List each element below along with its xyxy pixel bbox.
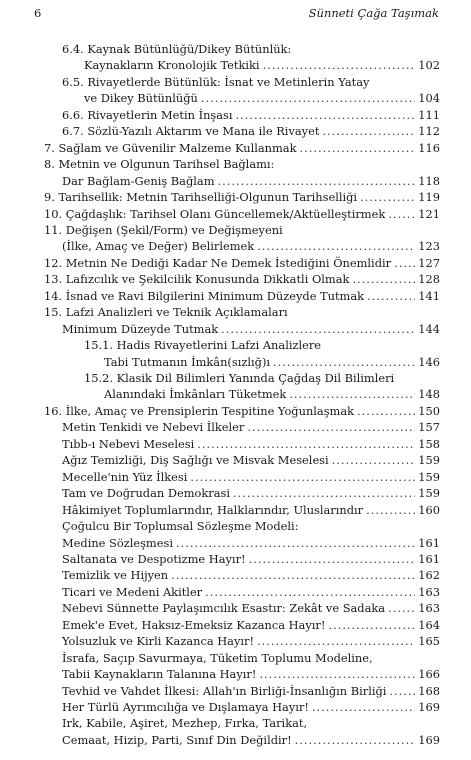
- dot-leader: [367, 289, 415, 304]
- toc-entry: [62, 552, 440, 567]
- toc-entry-page: 161: [418, 551, 440, 566]
- toc-entry-page: 159: [418, 486, 440, 501]
- toc-entry-page: 121: [418, 206, 440, 221]
- toc-entry-title: Nebevi Sünnette Paylaşımcılık Esastır: Zekât ve Sadaka: [62, 601, 386, 616]
- toc-entry-page: 150: [418, 403, 440, 418]
- dot-leader: [289, 387, 415, 402]
- dot-leader: [389, 684, 415, 699]
- toc-entry-title: 6.6. Rivayetlerin Metin İnşası: [62, 107, 233, 122]
- dot-leader: [249, 552, 416, 567]
- toc-entry-title: Irk, Kabile, Aşiret, Mezhep, Fırka, Tarikat,: [62, 716, 308, 731]
- toc-entry-title: Mecelle'nin Yüz İlkesi: [62, 469, 188, 484]
- toc-entry: [62, 453, 440, 468]
- toc-entry-page: 165: [418, 634, 440, 649]
- toc-entry: [44, 223, 440, 238]
- dot-leader: [257, 239, 415, 254]
- toc-entry-page: 159: [418, 453, 440, 468]
- toc-entry-title: Alanındaki İmkânları Tüketmek: [104, 387, 287, 402]
- toc-entry-title: Tabii Kaynakların Talanına Hayır!: [62, 667, 257, 682]
- dot-leader: [236, 108, 416, 123]
- toc-entry: [62, 486, 440, 501]
- toc-entry: [62, 651, 440, 666]
- dot-leader: [190, 470, 415, 485]
- dot-leader: [233, 486, 415, 501]
- dot-leader: [273, 355, 415, 370]
- toc-entry-page: 160: [418, 502, 440, 517]
- toc-entry-page: 111: [418, 107, 440, 122]
- toc-entry-page: 169: [418, 732, 440, 747]
- toc-entry-title: İsrafa, Saçıp Savurmaya, Tüketim Toplumu Modeline,: [62, 650, 373, 665]
- toc-entry-title: Cemaat, Hizip, Parti, Sınıf Din Değildir!: [62, 732, 292, 747]
- toc-entry: [62, 716, 440, 731]
- toc-entry: [62, 437, 440, 452]
- toc-entry: [44, 190, 440, 205]
- toc-entry-title: Ticari ve Medeni Akitler: [62, 584, 203, 599]
- toc-entry-title: Metin Tenkidi ve Nebevi İlkeler: [62, 420, 245, 435]
- toc-entry-title: 7. Sağlam ve Güvenilir Malzeme Kullanmak: [44, 140, 297, 155]
- toc-entry: [62, 585, 440, 600]
- toc-entry-title: Dar Bağlam-Geniş Bağlam: [62, 173, 215, 188]
- toc-entry: [62, 536, 440, 551]
- toc-entry: [62, 684, 440, 699]
- toc-entry-title: Saltanata ve Despotizme Hayır!: [62, 551, 246, 566]
- dot-leader: [197, 437, 415, 452]
- toc-entry-title: 11. Değişen (Şekil/Form) ve Değişmeyeni: [44, 222, 283, 237]
- toc-entry-page: 158: [418, 436, 440, 451]
- toc-entry: [62, 322, 440, 337]
- toc-entry-title: Tevhid ve Vahdet İlkesi: Allah'ın Birliği-İnsanlığın Birliği: [62, 683, 387, 698]
- toc-entry: [44, 157, 440, 172]
- toc-entry-page: 102: [418, 58, 440, 73]
- dot-leader: [205, 585, 415, 600]
- toc-entry-page: 123: [418, 239, 440, 254]
- dot-leader: [299, 141, 415, 156]
- dot-leader: [221, 322, 415, 337]
- toc-entry: [44, 289, 440, 304]
- toc-entry: [44, 272, 440, 287]
- toc-entry-title: Medine Sözleşmesi: [62, 535, 173, 550]
- dot-leader: [352, 272, 415, 287]
- toc-entry: [84, 338, 440, 353]
- toc-entry-title: Çoğulcu Bir Toplumsal Sözleşme Modeli:: [62, 519, 299, 534]
- toc-entry-title: Emek'e Evet, Haksız-Emeksiz Kazanca Hayır!: [62, 617, 326, 632]
- toc-entry-page: 141: [418, 288, 440, 303]
- toc-entry: [44, 207, 440, 222]
- dot-leader: [176, 536, 415, 551]
- toc-entry-page: 118: [418, 173, 440, 188]
- toc-entry-title: 15. Lafzi Analizleri ve Teknik Açıklamaları: [44, 305, 288, 320]
- toc-entry-page: 169: [418, 700, 440, 714]
- toc-entry-title: 9. Tarihsellik: Metnin Tarihselliği-Olgunun Tarihselliği: [44, 190, 358, 205]
- toc-entry: [44, 305, 440, 320]
- toc-entry-title: Tam ve Doğrudan Demokrasi: [62, 486, 230, 501]
- toc-entry-page: 163: [418, 601, 440, 616]
- toc-entry-page: 164: [418, 617, 440, 632]
- toc-entry: [62, 75, 440, 90]
- toc-entry-page: 157: [418, 420, 440, 435]
- toc-entry: [62, 634, 440, 649]
- toc-entry-page: 112: [418, 124, 440, 139]
- toc-entry: [62, 420, 440, 435]
- toc-entry: [62, 174, 440, 189]
- dot-leader: [247, 420, 415, 435]
- toc-entry-page: 128: [418, 272, 440, 287]
- dot-leader: [201, 91, 415, 106]
- running-head: [0, 6, 471, 22]
- dot-leader: [360, 190, 415, 205]
- toc-entry: [84, 58, 440, 73]
- toc-entry-title: 15.2. Klasik Dil Bilimleri Yanında Çağdaş Dil Bilimleri: [84, 371, 395, 385]
- dot-leader: [328, 618, 415, 633]
- page-number: 6: [34, 6, 42, 20]
- toc-entry-title: (İlke, Amaç ve Değer) Belirlemek: [62, 239, 255, 254]
- dot-leader: [388, 601, 415, 616]
- toc-entry-title: 6.4. Kaynak Bütünlüğü/Dikey Bütünlük:: [62, 42, 292, 56]
- toc-entry-title: Hâkimiyet Toplumlarındır, Halklarındır, Uluslarındır: [62, 502, 364, 517]
- toc-entry: [62, 519, 440, 534]
- toc-entry: [62, 733, 440, 748]
- toc-entry: [62, 618, 440, 633]
- toc-entry: [104, 387, 440, 402]
- toc-entry-title: 8. Metnin ve Olgunun Tarihsel Bağlamı:: [44, 157, 275, 172]
- dot-leader: [257, 634, 415, 649]
- toc-entry: [62, 470, 440, 485]
- dot-leader: [263, 58, 416, 73]
- dot-leader: [388, 207, 415, 222]
- dot-leader: [218, 174, 416, 189]
- toc-entry: [62, 108, 440, 123]
- dot-leader: [394, 256, 415, 271]
- toc-entry-title: Her Türlü Ayrımcılığa ve Dışlamaya Hayır!: [62, 700, 309, 714]
- toc-entry: [62, 601, 440, 616]
- toc-entry-title: Tabi Tutmanın İmkân(sızlığ)ı: [104, 354, 271, 369]
- toc-entry-page: 168: [418, 683, 440, 698]
- toc-entry: [44, 141, 440, 156]
- toc-entry: [84, 371, 440, 386]
- toc-entry-title: Tıbb-ı Nebevi Meselesi: [62, 436, 195, 451]
- toc-entry-title: Minimum Düzeyde Tutmak: [62, 321, 219, 336]
- toc-entry-page: 146: [418, 354, 440, 369]
- running-title: Sünneti Çağa Taşımak: [308, 6, 439, 20]
- toc-entry: [44, 256, 440, 271]
- toc-entry-page: 119: [418, 190, 440, 205]
- toc-entry: [62, 568, 440, 583]
- toc-entry: [62, 700, 440, 715]
- toc-entry-title: Temizlik ve Hijyen: [62, 568, 169, 583]
- toc-entry-page: 104: [418, 91, 440, 106]
- toc-entry-title: Yolsuzluk ve Kirli Kazanca Hayır!: [62, 634, 255, 649]
- toc-entry-page: 144: [418, 321, 440, 336]
- toc-entry-title: Kaynakların Kronolojik Tetkiki: [84, 58, 260, 73]
- toc-entry: [84, 91, 440, 106]
- toc-entry: [62, 667, 440, 682]
- toc-entry: [62, 42, 440, 57]
- toc-entry-title: 13. Lafızcılık ve Şekilcilik Konusunda Dikkatli Olmak: [44, 272, 350, 287]
- dot-leader: [366, 503, 415, 518]
- toc-entry-page: 148: [418, 387, 440, 402]
- toc-entry-page: 161: [418, 535, 440, 550]
- toc-entry: [104, 355, 440, 370]
- toc-entry-page: 163: [418, 584, 440, 599]
- toc-entry-title: 10. Çağdaşlık: Tarihsel Olanı Güncellemek/Aktüelleştirmek: [44, 206, 386, 221]
- toc-entry-page: 166: [418, 667, 440, 682]
- toc-entry-title: 6.7. Sözlü-Yazılı Aktarım ve Mana ile Rivayet: [62, 124, 320, 139]
- toc-entry-title: 6.5. Rivayetlerde Bütünlük: İsnat ve Metinlerin Yatay: [62, 74, 370, 89]
- dot-leader: [332, 453, 416, 468]
- dot-leader: [171, 568, 415, 583]
- toc-entry: [62, 239, 440, 254]
- toc-entry-page: 116: [418, 140, 440, 155]
- toc-entry-title: 14. İsnad ve Ravi Bilgilerini Minimum Düzeyde Tutmak: [44, 288, 365, 303]
- toc-entry-title: 16. İlke, Amaç ve Prensiplerin Tespitine Yoğunlaşmak: [44, 403, 355, 418]
- dot-leader: [259, 667, 415, 682]
- toc-entry: [44, 404, 440, 419]
- dot-leader: [357, 404, 415, 419]
- dot-leader: [312, 700, 415, 715]
- dot-leader: [322, 124, 415, 139]
- toc-entry: [62, 503, 440, 518]
- toc-entry-page: 162: [418, 568, 440, 583]
- toc-entry: [62, 124, 440, 139]
- toc-entry-page: 159: [418, 469, 440, 484]
- toc-entry-title: ve Dikey Bütünlüğü: [84, 91, 198, 106]
- toc-entry-title: 12. Metnin Ne Dediği Kadar Ne Demek İstediğini Önemlidir: [44, 255, 392, 270]
- toc-entry-title: 15.1. Hadis Rivayetlerini Lafzi Analizlere: [84, 338, 322, 353]
- toc-entry-title: Ağız Temizliği, Diş Sağlığı ve Misvak Meselesi: [62, 453, 329, 468]
- dot-leader: [295, 733, 416, 748]
- toc-entry-page: 127: [418, 255, 440, 270]
